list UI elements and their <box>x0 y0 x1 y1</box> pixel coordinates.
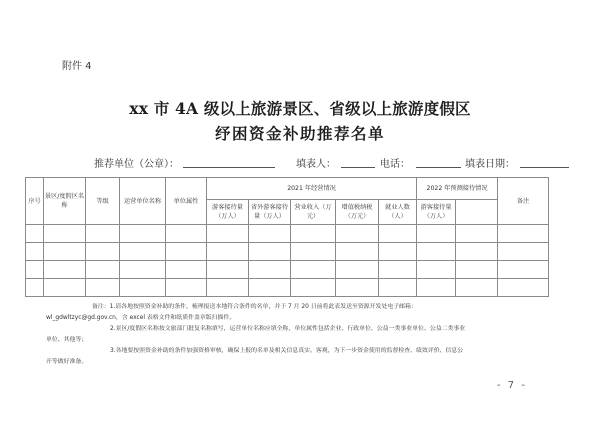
table-cell[interactable] <box>456 243 498 261</box>
table-cell[interactable] <box>291 261 336 279</box>
table-cell[interactable] <box>207 261 249 279</box>
page-number: - 7 - <box>497 380 527 391</box>
phone-underline <box>416 167 461 168</box>
table-cell[interactable] <box>498 225 549 243</box>
table-cell[interactable] <box>26 243 44 261</box>
table-cell[interactable] <box>336 279 379 297</box>
table-cell[interactable] <box>86 261 120 279</box>
table-cell[interactable] <box>291 243 336 261</box>
table-cell[interactable] <box>86 243 120 261</box>
table-cell[interactable] <box>207 243 249 261</box>
table-cell[interactable] <box>120 261 166 279</box>
table-cell[interactable] <box>291 225 336 243</box>
table-cell[interactable] <box>44 279 86 297</box>
recommender-label: 推荐单位（公章）： <box>94 159 179 170</box>
table-cell[interactable] <box>249 279 291 297</box>
table-cell[interactable] <box>336 261 379 279</box>
table-cell[interactable] <box>26 261 44 279</box>
note-3-continued: 开等做好准备。 <box>46 359 88 365</box>
header-operator: 运营单位名称 <box>120 178 166 225</box>
table-cell[interactable] <box>207 225 249 243</box>
table-cell[interactable] <box>44 225 86 243</box>
table-row <box>26 261 549 279</box>
table-cell[interactable] <box>26 225 44 243</box>
date-underline <box>520 167 569 168</box>
table-cell[interactable] <box>120 279 166 297</box>
table-cell[interactable] <box>417 279 456 297</box>
table-cell[interactable] <box>456 225 498 243</box>
table-cell[interactable] <box>44 243 86 261</box>
header-2021-operations: 2021 年经营情况 <box>207 178 417 200</box>
filler-label: 填表人： <box>296 159 336 170</box>
header-2022-forecast: 2022 年预测接待情况 <box>417 178 498 200</box>
table-cell[interactable] <box>417 243 456 261</box>
table-cell[interactable] <box>44 261 86 279</box>
header-out-of-province-visitors: 省外游客接待量（万人） <box>249 200 291 225</box>
recommender-underline <box>183 167 275 168</box>
header-revenue: 营业收入（万元） <box>291 200 336 225</box>
note-1: 备注：1.请各地按照资金补助的条件，梳理报送本地符合条件的名单，并于 7 月 20 日前将此表发送至资源开发处电子邮箱： <box>92 304 417 310</box>
table-cell[interactable] <box>120 243 166 261</box>
table-cell[interactable] <box>498 279 549 297</box>
table-cell[interactable] <box>456 261 498 279</box>
notes-block <box>46 302 542 368</box>
header-remarks: 备注 <box>498 178 549 225</box>
table-cell[interactable] <box>417 225 456 243</box>
document-title-line1: xx 市 4A 级以上旅游景区、省级以上旅游度假区 <box>129 99 471 118</box>
table-row <box>26 279 549 297</box>
note-1-continued: wl_gdwltzyc@gd.gov.cn，含 excel 表格文件和纸质件盖章版扫描件。 <box>46 315 236 321</box>
table-cell[interactable] <box>207 279 249 297</box>
table-cell[interactable] <box>336 243 379 261</box>
table-cell[interactable] <box>166 279 207 297</box>
header-grade: 等级 <box>86 178 120 225</box>
recommendation-table <box>25 177 549 297</box>
table-cell[interactable] <box>336 225 379 243</box>
header-vat: 增值税纳税（万元） <box>336 200 379 225</box>
note-2-continued: 单位、其他等； <box>46 337 88 343</box>
table-cell[interactable] <box>166 261 207 279</box>
table-cell[interactable] <box>86 279 120 297</box>
document-title-line2: 纾困资金补助推荐名单 <box>214 124 385 143</box>
filler-underline <box>341 167 375 168</box>
header-employees: 就业人数（人） <box>379 200 417 225</box>
header-seq: 序号 <box>26 178 44 225</box>
table-cell[interactable] <box>166 243 207 261</box>
header-visitors: 游客接待量（万人） <box>207 200 249 225</box>
header-attribute: 单位属性 <box>166 178 207 225</box>
table-cell[interactable] <box>379 225 417 243</box>
header-scenic-name: 景区/度假区名称 <box>44 178 86 225</box>
table-cell[interactable] <box>166 225 207 243</box>
header-forecast-blank <box>456 200 498 225</box>
table-cell[interactable] <box>249 261 291 279</box>
table-cell[interactable] <box>379 243 417 261</box>
table-row <box>26 225 549 243</box>
table-cell[interactable] <box>249 243 291 261</box>
table-cell[interactable] <box>379 261 417 279</box>
table-row <box>26 243 549 261</box>
table-cell[interactable] <box>498 261 549 279</box>
table-cell[interactable] <box>86 225 120 243</box>
table-cell[interactable] <box>456 279 498 297</box>
table-cell[interactable] <box>498 243 549 261</box>
form-header-line <box>0 155 600 171</box>
phone-label: 电话： <box>380 159 410 170</box>
table-cell[interactable] <box>249 225 291 243</box>
table-cell[interactable] <box>379 279 417 297</box>
attachment-label: 附件 4 <box>62 61 92 72</box>
table-cell[interactable] <box>120 225 166 243</box>
date-label: 填表日期： <box>465 159 515 170</box>
note-2: 2.景区/度假区名称按文旅部门批复名称填写，运营单位名称应填全称，单位属性包括企业、行政单位、公益一类事业单位、公益二类事业 <box>110 326 466 332</box>
note-3: 3.各地要按照资金补助的条件加强资格审核，确保上报的名单及相关信息真实、客观，为下一步资金使用的监督检查、绩效评价、信息公 <box>110 348 464 354</box>
header-forecast-visitors: 游客接待量（万人） <box>417 200 456 225</box>
table-cell[interactable] <box>291 279 336 297</box>
table-cell[interactable] <box>26 279 44 297</box>
table-cell[interactable] <box>417 261 456 279</box>
